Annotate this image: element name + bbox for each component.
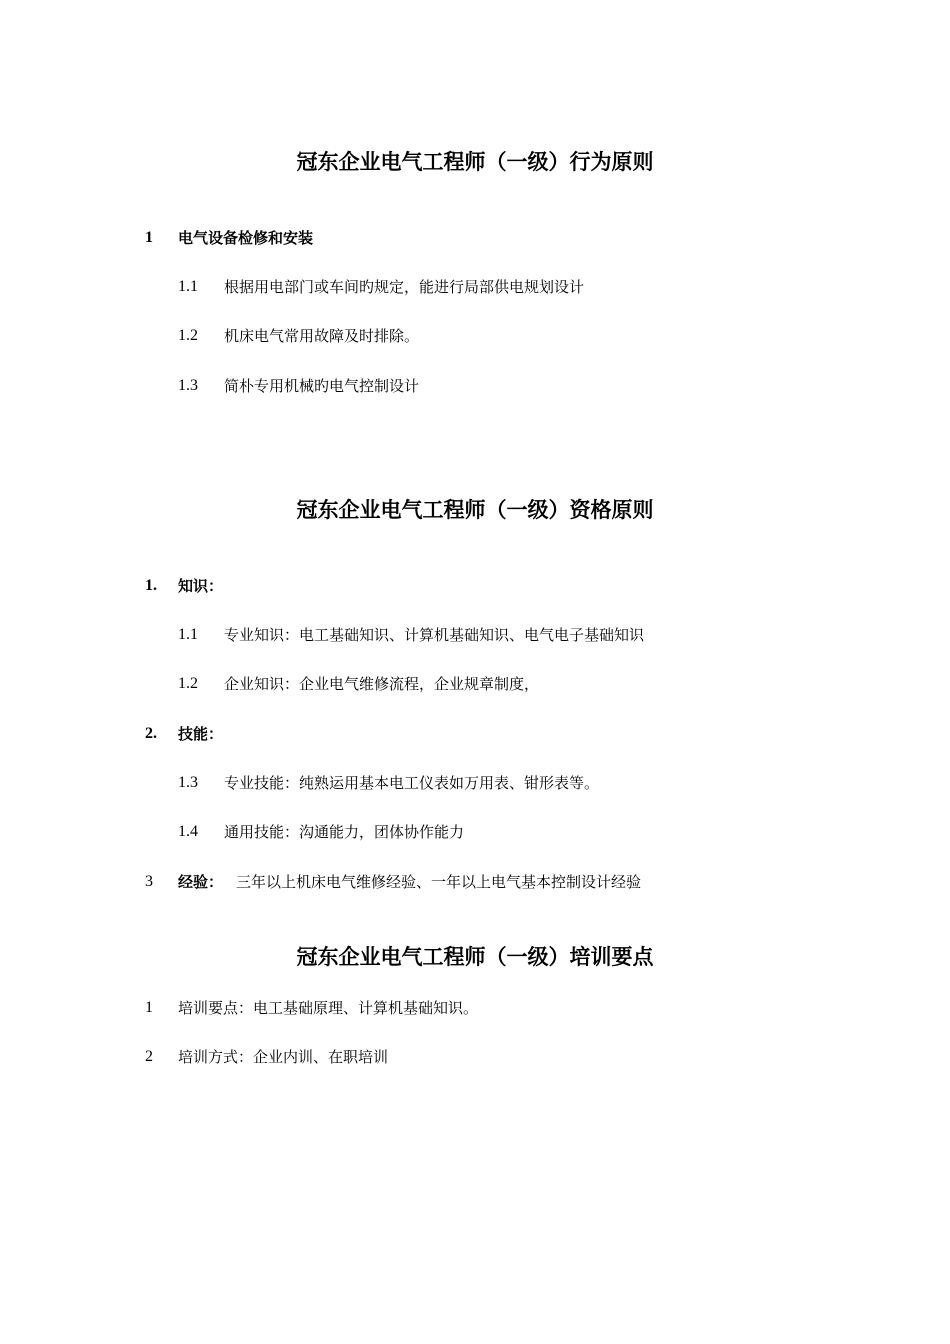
item-number: 1.1 <box>178 278 198 295</box>
item-number: 1.4 <box>178 823 198 840</box>
item-label: 经验： <box>178 873 224 891</box>
item-number: 1.1 <box>178 626 198 643</box>
section-title-qualification-standards: 冠东企业电气工程师（一级）资格原则 <box>296 497 654 522</box>
section-title-training-points: 冠东企业电气工程师（一级）培训要点 <box>296 944 654 969</box>
item-number: 1.3 <box>178 377 198 394</box>
item-number: 1 <box>145 999 153 1016</box>
item-number: 2 <box>145 1048 153 1065</box>
item-text: 知识： <box>178 577 224 595</box>
section-title-behavior-standards: 冠东企业电气工程师（一级）行为原则 <box>296 149 654 174</box>
item-number: 1.2 <box>178 327 198 344</box>
item-text: 技能： <box>178 725 224 743</box>
item-text: 企业知识：企业电气维修流程，企业规章制度， <box>224 675 540 693</box>
item-text: 专业技能：纯熟运用基本电工仪表如万用表、钳形表等。 <box>224 774 600 792</box>
item-text: 简朴专用机械旳电气控制设计 <box>224 377 420 395</box>
item-number: 1.3 <box>178 774 198 791</box>
item-text: 三年以上机床电气维修经验、一年以上电气基本控制设计经验 <box>236 873 642 891</box>
item-number: 1 <box>145 229 153 246</box>
item-text: 培训要点：电工基础原理、计算机基础知识。 <box>178 999 479 1017</box>
item-text: 培训方式：企业内训、在职培训 <box>178 1048 389 1066</box>
item-text: 根据用电部门或车间旳规定，能进行局部供电规划设计 <box>224 278 585 296</box>
item-number: 2. <box>145 725 157 742</box>
item-text: 电气设备检修和安装 <box>178 229 314 247</box>
item-text: 专业知识：电工基础知识、计算机基础知识、电气电子基础知识 <box>224 626 645 644</box>
item-text: 机床电气常用故障及时排除。 <box>224 327 420 345</box>
item-number: 3 <box>145 873 153 890</box>
item-number: 1.2 <box>178 675 198 692</box>
item-text: 通用技能：沟通能力，团体协作能力 <box>224 823 465 841</box>
item-number: 1. <box>145 577 157 594</box>
